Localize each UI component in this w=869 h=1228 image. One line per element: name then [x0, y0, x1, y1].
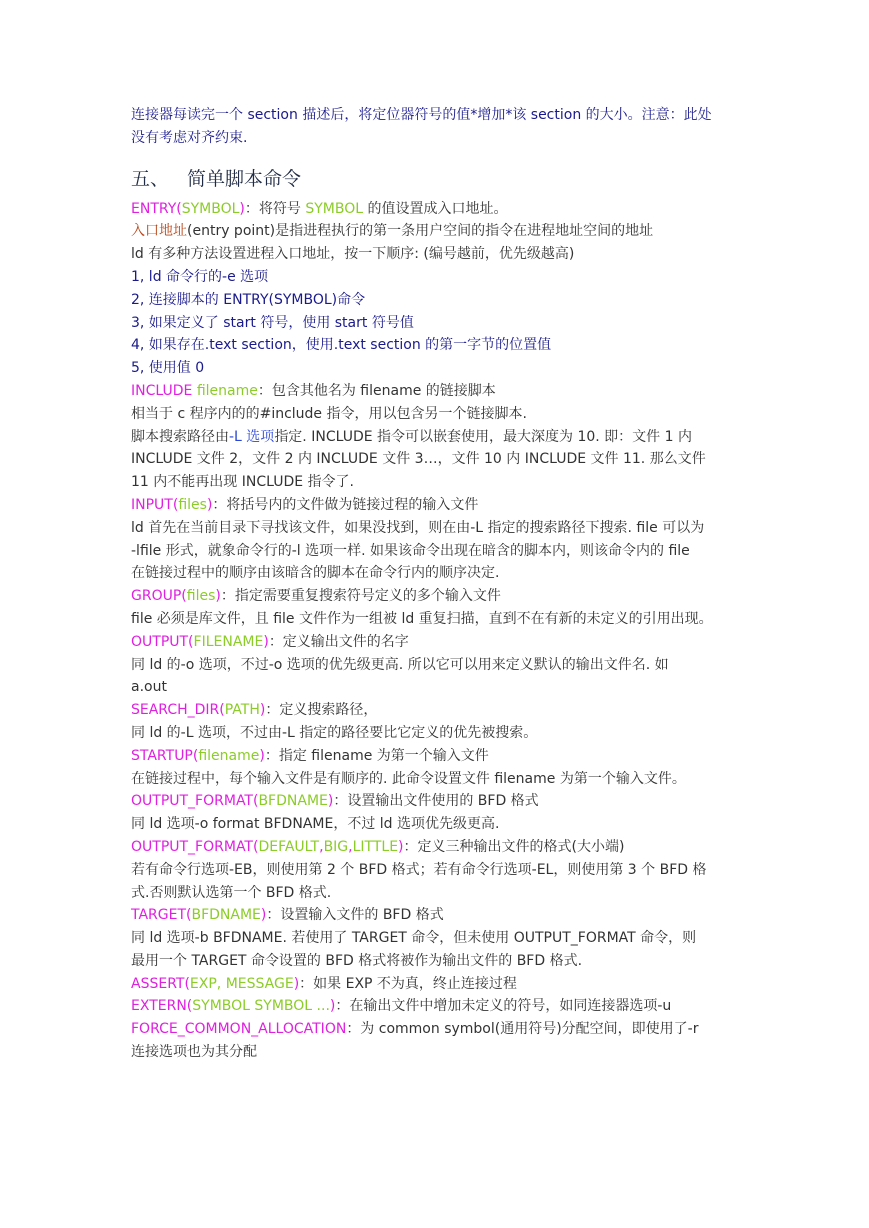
argument-separator: , [348, 838, 353, 855]
command-argument: SYMBOL [181, 200, 240, 217]
force-common-command-line [131, 1018, 741, 1041]
body-line: 同 ld 的-o 选项，不过-o 选项的优先级更高. 所以它可以用来定义默认的输出文件名. 如 [131, 656, 669, 673]
command-keyword: EXTERN( [131, 998, 193, 1015]
command-description: ：将符号 [244, 200, 306, 217]
command-argument: files [178, 496, 207, 513]
body-line: 最用一个 TARGET 命令设置的 BFD 格式将被作为输出文件的 BFD 格式. [131, 952, 583, 969]
command-keyword-end: ) [327, 793, 334, 810]
body-line: 相当于 c 程序内的的#include 指令，用以包含另一个链接脚本. [131, 405, 527, 422]
command-keyword: INCLUDE [131, 382, 197, 399]
command-keyword-end: ) [259, 747, 265, 764]
body-text: 指定. INCLUDE 指令可以嵌套使用，最大深度为 10. 即：文件 1 内 [274, 428, 692, 445]
body-line: a.out [131, 679, 167, 696]
assert-command-line [131, 973, 741, 996]
command-keyword: OUTPUT_FORMAT( [131, 838, 259, 855]
command-keyword-end: ) [239, 200, 245, 217]
entry-definition [131, 220, 741, 243]
entry-term-description: (entry point)是指进程执行的第一条用户空间的指令在进程地址空间的地址 [187, 223, 654, 240]
command-keyword: OUTPUT( [131, 633, 194, 650]
command-keyword: OUTPUT_FORMAT( [131, 793, 259, 810]
command-keyword: INPUT( [131, 496, 179, 513]
heading-number: 五、 [131, 167, 170, 190]
command-description: ：定义搜索路径， [265, 702, 378, 719]
priority-list-item: 3, 如果定义了 start 符号，使用 start 符号值 [131, 314, 414, 331]
body-line: ld 首先在当前目录下寻找该文件，如果没找到，则在由-L 指定的搜索路径下搜索. file 可以为 [131, 519, 705, 536]
command-keyword-end: ) [398, 838, 404, 855]
body-line: INCLUDE 文件 2，文件 2 内 INCLUDE 文件 3…，文件 10 内 INCLUDE 文件 11. 那么文件 [131, 451, 706, 468]
command-keyword: GROUP( [131, 588, 187, 605]
command-argument: DEFAULT [258, 838, 320, 855]
body-line: 同 ld 的-L 选项，不过由-L 指定的路径要比它定义的优先被搜索。 [131, 724, 538, 741]
extern-command-line [131, 995, 741, 1018]
command-argument: BIG [323, 838, 349, 855]
body-line: 同 ld 选项-b BFDNAME. 若使用了 TARGET 命令，但未使用 OUTPUT_FORMAT 命令，则 [131, 930, 697, 947]
group-command-line [131, 585, 741, 608]
document-page [131, 104, 741, 1064]
entry-command-line [131, 198, 741, 221]
heading-title: 简单脚本命令 [187, 167, 302, 190]
command-keyword: SEARCH_DIR( [131, 702, 225, 719]
body-line: 式.否则默认选第一个 BFD 格式. [131, 884, 332, 901]
command-description: 的值设置成入口地址。 [363, 200, 508, 217]
command-argument: filename [196, 382, 258, 399]
command-argument: filename [198, 747, 260, 764]
command-description: ：定义三种输出文件的格式(大小端) [403, 838, 625, 855]
command-description: ：设置输出文件使用的 BFD 格式 [333, 793, 539, 810]
priority-list-item: 4, 如果存在.text section，使用.text section 的第一字节的位置值 [131, 337, 552, 354]
priority-list-item: 5, 使用值 0 [131, 360, 205, 377]
command-keyword-end: ) [206, 496, 213, 513]
command-argument: EXP, MESSAGE [189, 975, 294, 992]
body-line: 连接选项也为其分配 [131, 1044, 257, 1061]
command-description: ：为 common symbol(通用符号)分配空间，即使用了-r [346, 1021, 699, 1038]
command-description: ：包含其他名为 filename 的链接脚本 [257, 382, 496, 399]
command-keyword-end: ) [329, 998, 336, 1015]
include-command-line [131, 380, 741, 403]
priority-list-item: 1, ld 命令行的-e 选项 [131, 268, 269, 285]
command-keyword: ENTRY( [131, 200, 182, 217]
body-line: 在链接过程中，每个输入文件是有顺序的. 此命令设置文件 filename 为第一个输入文件。 [131, 770, 686, 787]
command-argument: LITTLE [352, 838, 399, 855]
command-description-symbol: SYMBOL [305, 200, 364, 217]
body-line: 11 内不能再出现 INCLUDE 指令了. [131, 474, 354, 491]
body-line: 同 ld 选项-o format BFDNAME，不过 ld 选项优先级更高. [131, 816, 500, 833]
command-argument: PATH [224, 702, 260, 719]
search-dir-command-line [131, 699, 741, 722]
body-line [131, 426, 741, 449]
body-text: 脚本搜索路径由 [131, 428, 229, 445]
input-command-line [131, 494, 741, 517]
target-command-line [131, 904, 741, 927]
command-description: ：定义输出文件的名字 [268, 633, 409, 650]
output-format-command-line [131, 790, 741, 813]
intro-line: 连接器每读完一个 section 描述后，将定位器符号的值*增加*该 section 的大小。注意：此处 [131, 107, 712, 123]
command-keyword-end: ) [259, 702, 266, 719]
command-description: ：指定需要重复搜索符号定义的多个输入文件 [220, 588, 501, 605]
output-command-line [131, 631, 741, 654]
l-option-link[interactable]: -L 选项 [229, 428, 275, 445]
command-argument: SYMBOL SYMBOL ... [192, 998, 330, 1015]
command-argument: files [186, 588, 216, 605]
command-keyword: FORCE_COMMON_ALLOCATION [131, 1021, 347, 1038]
startup-command-line [131, 745, 741, 768]
command-description: ：如果 EXP 不为真，终止连接过程 [299, 975, 517, 992]
intro-line: 没有考虑对齐约束. [131, 129, 248, 146]
command-description: ：在输出文件中增加未定义的符号，如同连接器选项-u [335, 998, 672, 1015]
command-description: ：设置输入文件的 BFD 格式 [266, 907, 444, 924]
command-keyword-end: ) [260, 907, 267, 924]
output-format-three-command-line [131, 836, 741, 859]
command-keyword: STARTUP( [131, 747, 199, 764]
command-keyword-end: ) [215, 588, 221, 605]
body-line: 在链接过程中的顺序由该暗含的脚本在命令行内的顺序决定. [131, 565, 500, 582]
section-heading [131, 166, 741, 192]
command-argument: FILENAME [193, 633, 264, 650]
command-keyword: TARGET( [131, 907, 192, 924]
body-line: 若有命令行选项-EB，则使用第 2 个 BFD 格式；若有命令行选项-EL，则使用第 3 个 BFD 格 [131, 861, 707, 878]
body-line: ld 有多种方法设置进程入口地址，按一下顺序: (编号越前，优先级越高) [131, 246, 575, 263]
command-argument: BFDNAME [258, 793, 328, 810]
priority-list-item: 2, 连接脚本的 ENTRY(SYMBOL)命令 [131, 291, 366, 308]
command-keyword-end: ) [263, 633, 269, 650]
command-keyword: ASSERT( [131, 975, 190, 992]
command-description: ：指定 filename 为第一个输入文件 [264, 747, 489, 764]
command-keyword-end: ) [293, 975, 300, 992]
body-line: file 必须是库文件，且 file 文件作为一组被 ld 重复扫描，直到不在有新的未定义的引用出现。 [131, 610, 713, 627]
command-description: ：将括号内的文件做为链接过程的输入文件 [212, 496, 479, 513]
entry-term: 入口地址 [131, 223, 187, 240]
body-line: -lfile 形式，就象命令行的-l 选项一样. 如果该命令出现在暗含的脚本内，则该命令内的 file [131, 542, 690, 559]
argument-separator: , [319, 838, 324, 855]
command-argument: BFDNAME [191, 907, 261, 924]
